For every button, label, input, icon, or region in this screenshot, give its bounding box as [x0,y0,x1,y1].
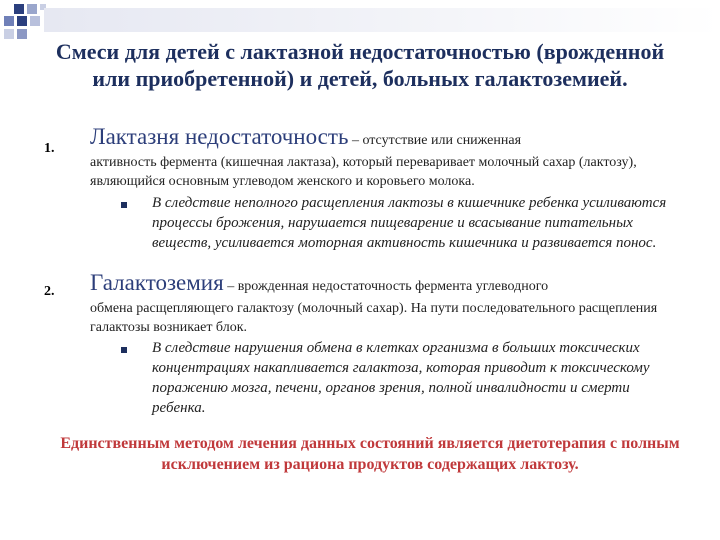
page-title: Смеси для детей с лактазной недостаточностью (врожденной или приобретенной) и детей, больных галактоземией. [55,39,665,91]
section-bullet-1: В следствие неполного расщепления лактозы в кишечнике ребенка усиливаются процессы брожения, нарушается пищеварение и всасывание питательных веществ, усиливается моторная активность кишечника и развивается понос. [152,195,667,251]
section-term-2: Галактоземия [90,270,224,295]
section-paragraph-2: обмена расщепляющего галактозу (молочный сахар). На пути последовательного расщепления галактозы возникает блок. [90,301,658,335]
section-bullet-2: В следствие нарушения обмена в клетках организма в больших токсических концентрациях накапливается галактоза, которая приводит к токсическому поражению мозга, печени, органов зрения, полной инвалидности и смерти ребенка. [152,340,650,416]
section-heading-1 [90,124,710,150]
section-term-1: Лактазня недостаточность [90,124,349,149]
bullet-icon [121,347,127,353]
header-bar [44,8,720,32]
section-heading-2 [90,270,710,296]
section-dash-text-1: – отсутствие или сниженная [348,133,522,148]
bullet-icon [121,202,127,208]
section-dash-text-2: – врожденная недостаточность фермента углеводного [223,279,549,294]
section-number-1: 1. [44,141,55,156]
conclusion-text: Единственным методом лечения данных состояний является диетотерапия с полным исключением из рациона продуктов содержащих лактозу. [60,435,680,473]
section-number-2: 2. [44,284,55,299]
section-paragraph-1: активность фермента (кишечная лактаза), который переваривает молочный сахар (лактозу), являющийся основным углеводом женского и коровьего молока. [90,155,637,189]
